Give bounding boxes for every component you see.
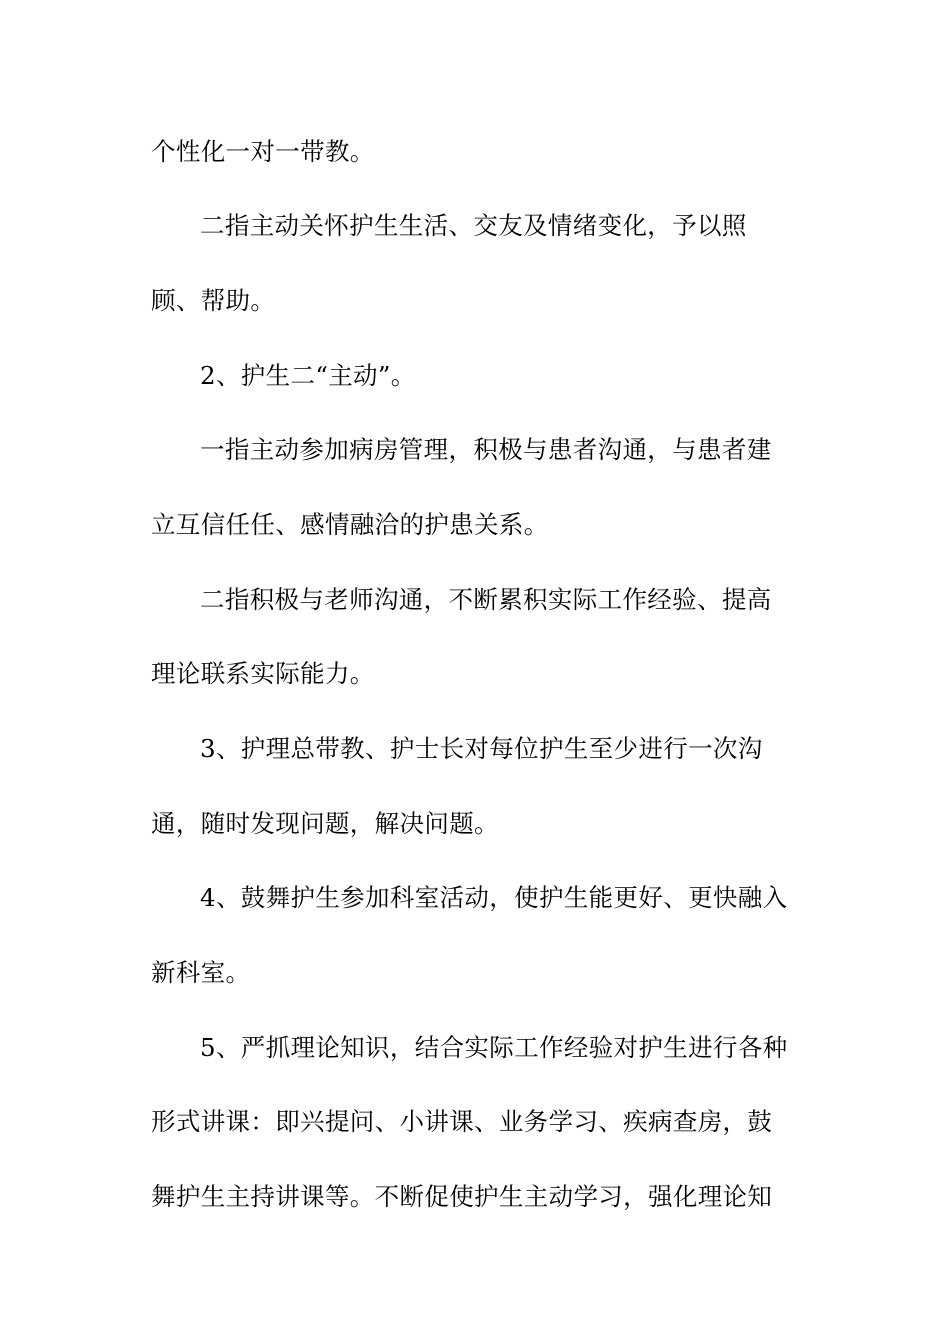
text-line: 理论联系实际能力。 bbox=[151, 659, 375, 688]
numbered-item: 4、鼓舞护生参加科室活动，使护生能更好、更快融入 bbox=[200, 883, 788, 912]
paragraph-start: 一指主动参加病房管理，积极与患者沟通，与患者建 bbox=[200, 435, 772, 464]
text-line: 新科室。 bbox=[151, 958, 251, 987]
text-line: 通，随时发现问题，解决问题。 bbox=[151, 809, 499, 838]
paragraph-start: 二指积极与老师沟通，不断累积实际工作经验、提高 bbox=[200, 585, 772, 614]
text-line: 舞护生主持讲课等。不断促使护生主动学习，强化理论知 bbox=[151, 1182, 773, 1211]
text-line: 个性化一对一带教。 bbox=[151, 137, 375, 166]
numbered-item: 5、严抓理论知识，结合实际工作经验对护生进行各种 bbox=[200, 1033, 788, 1062]
paragraph-start: 二指主动关怀护生生活、交友及情绪变化，予以照 bbox=[200, 211, 747, 240]
text-line: 顾、帮助。 bbox=[151, 286, 276, 315]
section-heading: 2、护生二“主动”。 bbox=[200, 361, 416, 390]
text-line: 立互信任任、感情融洽的护患关系。 bbox=[151, 510, 549, 539]
numbered-item: 3、护理总带教、护士长对每位护生至少进行一次沟 bbox=[200, 734, 763, 763]
text-line: 形式讲课：即兴提问、小讲课、业务学习、疾病查房，鼓 bbox=[151, 1107, 773, 1136]
